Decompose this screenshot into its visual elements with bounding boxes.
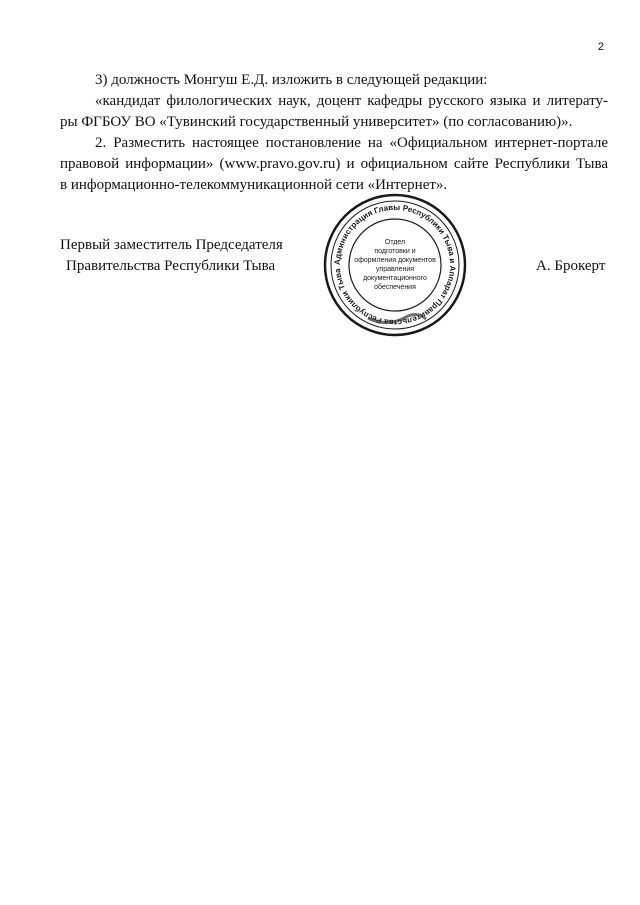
seal-outer-ring: [325, 195, 465, 335]
signatory-position-line-2: Правительства Республики Тыва: [66, 258, 276, 274]
quote-line-2: ры ФГБОУ ВО «Тувинский государственный университет» (по согласованию)».: [60, 114, 573, 130]
item-2-line-1: 2. Разместить настоящее постановление на «Официальном интернет-портале: [95, 135, 608, 151]
signatory-name: А. Брокерт: [536, 258, 606, 274]
item-2-line-3: в информационно-телекоммуникационной сети «Интернет».: [60, 177, 448, 193]
seal-center-line: оформления документов: [354, 257, 436, 264]
item-2-line-2: правовой информации» (www.pravo.gov.ru) и официальном сайте Республики Тыва: [60, 156, 608, 172]
seal-inner-ring: [349, 219, 441, 311]
seal-center-line: Отдел: [384, 239, 406, 246]
seal-center-text: [354, 239, 436, 291]
seal-center-line: обеспечения: [374, 284, 416, 291]
signatory-position-line-1: Первый заместитель Председателя: [60, 237, 283, 253]
official-seal-stamp: [320, 190, 470, 340]
seal-center-line: подготовки и: [374, 248, 416, 255]
seal-middle-ring: [331, 201, 459, 329]
item-3-text: 3) должность Монгуш Е.Д. изложить в следующей редакции:: [95, 72, 488, 88]
seal-center-line: управления: [375, 266, 415, 273]
page-number: 2: [597, 41, 604, 53]
seal-ring-text: Администрация Главы Республики Тыва и Аппарат Правительства Республики Тыва: [332, 202, 458, 328]
quote-line-1: «кандидат филологических наук, доцент кафедры русского языка и литерату-: [95, 93, 608, 109]
seal-center-line: документационного: [363, 275, 427, 282]
